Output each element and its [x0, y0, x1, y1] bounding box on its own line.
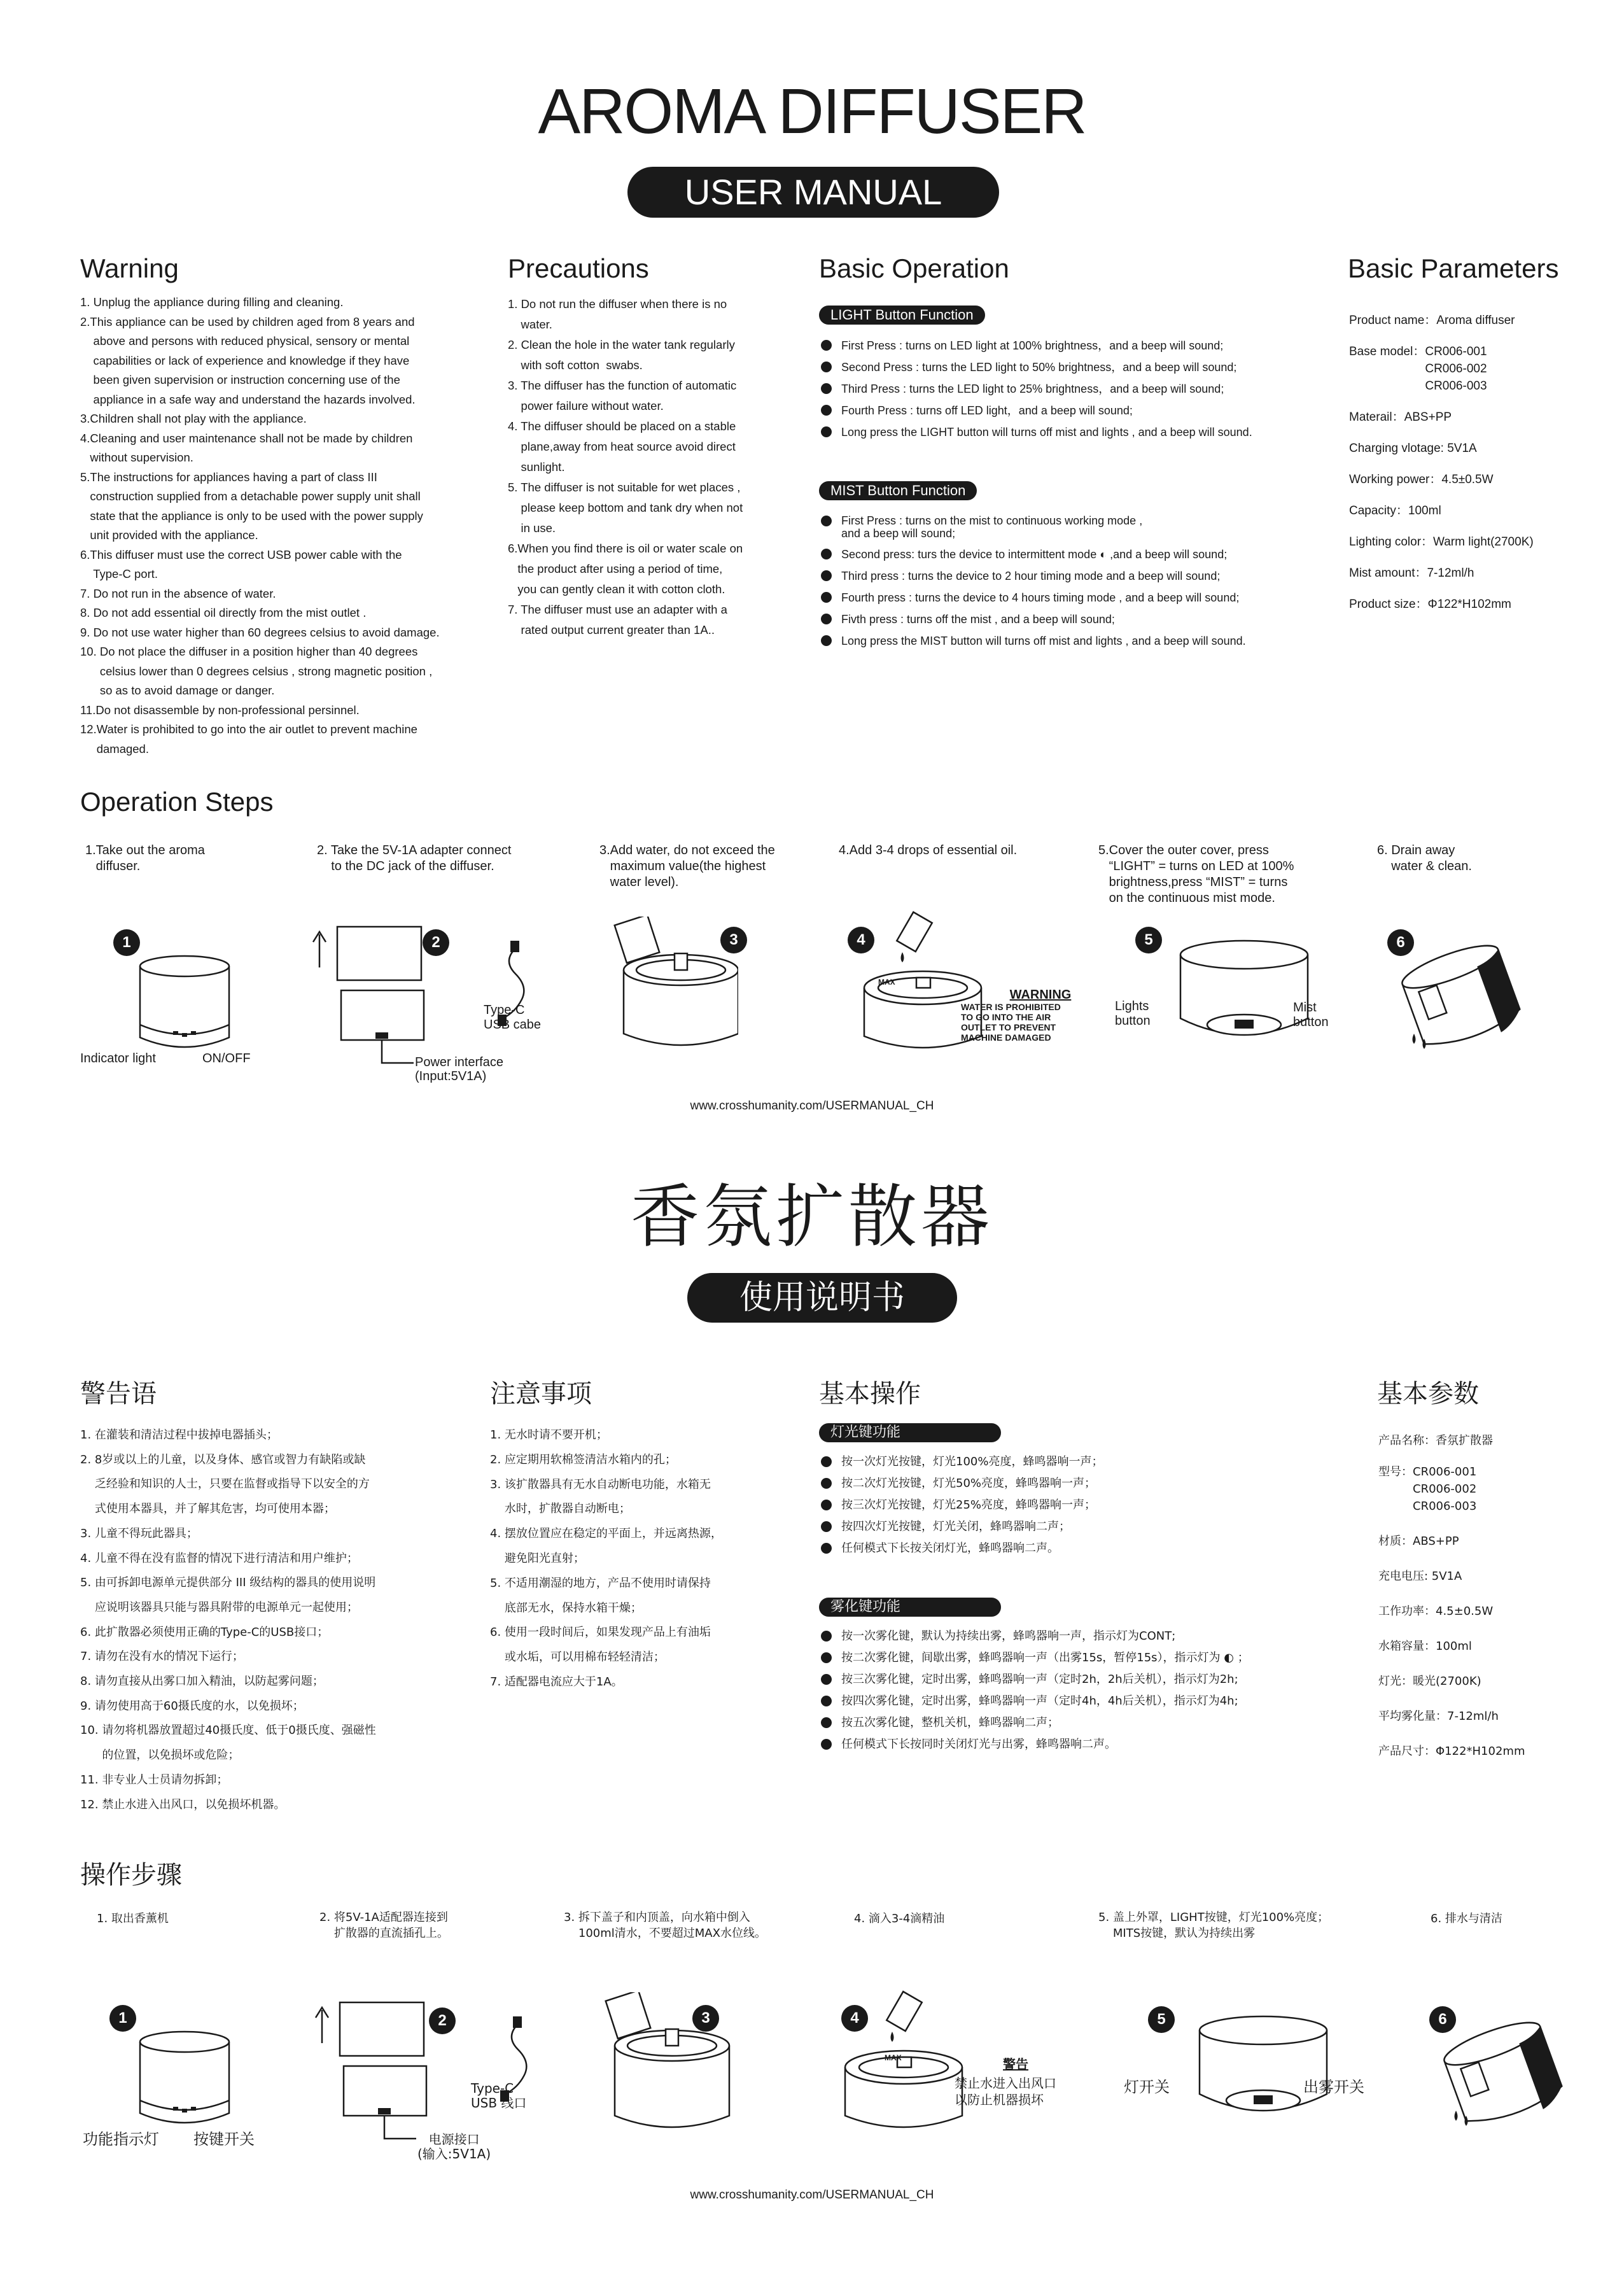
cn-step-1-number: 1 [109, 2005, 136, 2032]
cn-mist-function-item: 按五次雾化键，整机关机，蜂鸣器响二声； [821, 1712, 1355, 1734]
cn-param-light: 灯光：暖光(2700K) [1378, 1675, 1481, 1688]
cn-power-interface-label: 电源接口 (输入:5V1A) [417, 2132, 491, 2162]
param-size: Product size：Φ122*H102mm [1349, 598, 1511, 611]
cn-mist-function-badge: 雾化键功能 [819, 1598, 1001, 1617]
cn-param-capacity: 水箱容量：100ml [1378, 1640, 1472, 1653]
param-capacity: Capacity：100ml [1349, 504, 1441, 517]
param-light: Lighting color：Warm light(2700K) [1349, 535, 1534, 549]
cn-step-1-text: 1. 取出香薰机 [97, 1912, 169, 1925]
cn-precaution-item: 2. 应定期用软棉签清洁水箱内的孔； [490, 1452, 676, 1466]
cn-precaution-item: 底部无水，保持水箱干燥； [490, 1601, 642, 1615]
warning-item: unit provided with the appliance. [80, 528, 258, 542]
param-model-label: Base model： [1349, 345, 1425, 358]
warning-item: 12.Water is prohibited to go into the air outlet to prevent machine [80, 722, 417, 736]
param-material: Materail：ABS+PP [1349, 411, 1452, 424]
cn-mist-function-item: 按三次雾化键，定时出雾，蜂鸣器响一声（定时2h，2h后关机），指示灯为2h; [821, 1669, 1355, 1691]
cn-step-4-text: 4. 滴入3-4滴精油 [854, 1912, 945, 1925]
warning-text: WATER IS PROHIBITED TO GO INTO THE AIR OUTLET TO PREVENT MACHINE DAMAGED [961, 1002, 1061, 1043]
cn-warning-item: 乏经验和知识的人士，只要在监督或指导下以安全的方 [80, 1477, 370, 1491]
cn-diffuser-illustration [127, 2024, 242, 2139]
light-function-list [821, 335, 1343, 443]
step-6-number: 6 [1387, 929, 1414, 956]
precaution-item: please keep bottom and tank dry when not [508, 501, 743, 514]
step-6-text: 6. Drain away water & clean. [1377, 843, 1472, 873]
step-3-number: 3 [720, 927, 747, 953]
cn-mist-button-label: 出雾开关 [1303, 2078, 1364, 2096]
cn-warning-item: 应说明该器具只能与器具附带的电源单元一起使用； [80, 1600, 358, 1614]
cn-light-function-item: 按三次灯光按键，灯光25%亮度，蜂鸣器响一声； [821, 1494, 1330, 1516]
cn-warning-item: 8. 请勿直接从出雾口加入精油，以防起雾问题； [80, 1675, 324, 1689]
precaution-item: in use. [508, 521, 556, 535]
warning-item: construction supplied from a detachable power supply unit shall [80, 489, 421, 503]
step-5-text: 5.Cover the outer cover, press “LIGHT” = turns on LED at 100% brightness,press “MIST” = turns on the continuous mist mode. [1098, 843, 1294, 905]
cn-mist-function-item: 按四次雾化键，定时出雾，蜂鸣器响一声（定时4h，4h后关机），指示灯为4h; [821, 1691, 1355, 1712]
warning-item: 4.Cleaning and user maintenance shall not be made by children [80, 431, 413, 445]
cn-warning-list [80, 1423, 487, 1817]
cn-light-function-item: 按二次灯光按键，灯光50%亮度，蜂鸣器响一声； [821, 1473, 1330, 1494]
lights-button-label: Lights button [1115, 999, 1151, 1028]
precaution-item: 7. The diffuser must use an adapter with a [508, 603, 727, 616]
cn-precaution-item: 水时，扩散器自动断电； [490, 1502, 631, 1516]
water-tank-illustration [611, 917, 738, 1057]
warning-item: celsius lower than 0 degrees celsius , strong magnetic position , [80, 664, 433, 678]
cn-param-model [1378, 1463, 1620, 1515]
param-model-2: CR006-002 [1425, 362, 1487, 376]
precaution-item: power failure without water. [508, 399, 664, 412]
step-4-text: 4.Add 3-4 drops of essential oil. [839, 843, 1018, 857]
cn-warning-item: 1. 在灌装和清洁过程中拔掉电器插头； [80, 1428, 278, 1442]
cn-step-2-text: 2. 将5V-1A适配器连接到 扩散器的直流插孔上。 [319, 1911, 449, 1940]
warning-item: 9. Do not use water higher than 60 degrees celsius to avoid damage. [80, 625, 440, 639]
cn-step-3-number: 3 [692, 2005, 719, 2032]
cn-param-model-1: CR006-001 [1413, 1465, 1477, 1479]
cn-buttons-illustration [1190, 2011, 1336, 2132]
cn-light-function-list [821, 1451, 1330, 1559]
precautions-heading: Precautions [508, 253, 649, 283]
step-2-number: 2 [423, 929, 449, 956]
cn-warning-item: 12. 禁止水进入出风口，以免损坏机器。 [80, 1797, 286, 1811]
mist-function-item: Long press the MIST button will turns off mist and lights , and a beep will sound. [821, 630, 1343, 652]
cn-param-model-2: CR006-002 [1413, 1482, 1477, 1496]
indicator-light-label: Indicator light [80, 1051, 156, 1065]
param-name: Product name：Aroma diffuser [1349, 314, 1515, 327]
step-4-number: 4 [848, 927, 874, 953]
warning-item: 1. Unplug the appliance during filling and cleaning. [80, 295, 344, 309]
cn-step-6-number: 6 [1429, 2006, 1456, 2033]
light-function-item: First Press : turns on LED light at 100% brightness，and a beep will sound; [821, 335, 1343, 356]
cn-param-voltage: 充电电压: 5V1A [1378, 1570, 1462, 1583]
warning-title: WARNING [1009, 988, 1072, 1002]
warning-item: 5.The instructions for appliances having a part of class III [80, 470, 377, 484]
cn-basic-parameters-heading: 基本参数 [1377, 1379, 1479, 1409]
cn-param-name: 产品名称：香氛扩散器 [1378, 1434, 1493, 1447]
cn-warning-item: 3. 儿童不得玩此器具； [80, 1526, 198, 1540]
step-2-text: 2. Take the 5V-1A adapter connect to the DC jack of the diffuser. [317, 843, 512, 873]
cn-basic-operation-heading: 基本操作 [819, 1379, 921, 1409]
cn-water-tank-illustration [598, 1992, 738, 2145]
typec-label: Type-C USB cabe [484, 1003, 542, 1032]
cn-onoff-label: 按键开关 [193, 2130, 255, 2148]
cn-warning-item: 2. 8岁或以上的儿童，以及身体、感官或智力有缺陷或缺 [80, 1452, 366, 1466]
precaution-item: plane,away from heat source avoid direct [508, 440, 736, 453]
precaution-item: water. [508, 318, 552, 331]
basic-parameters-heading: Basic Parameters [1348, 253, 1559, 283]
param-mist: Mist amount：7-12ml/h [1349, 566, 1474, 580]
precaution-item: 3. The diffuser has the function of automatic [508, 379, 737, 392]
warning-item: appliance in a safe way and understand the hazards involved. [80, 392, 416, 406]
cn-light-function-item: 按一次灯光按键，灯光100%亮度，蜂鸣器响一声； [821, 1451, 1330, 1473]
precaution-item: you can gently clean it with cotton cloth. [508, 582, 725, 596]
cn-warning-item: 9. 请勿使用高于60摄氏度的水，以免损坏； [80, 1699, 304, 1713]
cn-precaution-item: 6. 使用一段时间后，如果发现产品上有油垢 [490, 1626, 711, 1640]
step-3-text: 3.Add water, do not exceed the maximum value(the highest water level). [599, 843, 775, 889]
light-function-badge: LIGHT Button Function [819, 306, 985, 325]
basic-operation-heading: Basic Operation [819, 253, 1009, 283]
cn-drain-illustration [1439, 2016, 1567, 2131]
cn-max-label: MAX [885, 2053, 902, 2062]
step-1-text: 1.Take out the aroma diffuser. [85, 843, 205, 873]
warning-item: state that the appliance is only to be used with the power supply [80, 509, 423, 523]
param-power: Working power：4.5±0.5W [1349, 473, 1494, 486]
param-model-3: CR006-003 [1425, 379, 1487, 393]
parameters-list [1349, 312, 1616, 613]
step-5-number: 5 [1135, 927, 1162, 953]
mist-function-item: Fourth press : turns the device to 4 hours timing mode , and a beep will sound; [821, 587, 1343, 608]
cn-warning-item: 式使用本器具，并了解其危害，均可使用本器； [80, 1502, 335, 1516]
cn-lights-button-label: 灯开关 [1124, 2078, 1170, 2096]
mist-function-list [821, 510, 1343, 652]
mist-function-item: Third press : turns the device to 2 hour timing mode and a beep will sound; [821, 565, 1343, 587]
operation-steps-heading: Operation Steps [80, 787, 274, 817]
precaution-item: with soft cotton swabs. [508, 358, 643, 372]
cn-warning-item: 的位置，以免损坏或危险； [80, 1748, 240, 1762]
cn-param-size: 产品尺寸：Φ122*H102mm [1378, 1745, 1525, 1758]
drain-illustration [1397, 939, 1525, 1054]
cn-parameters-list [1378, 1432, 1620, 1760]
max-label: MAX [878, 978, 895, 987]
warning-item: Type-C port. [80, 567, 158, 580]
warning-item: 7. Do not run in the absence of water. [80, 586, 276, 600]
cn-step-5-number: 5 [1148, 2006, 1175, 2033]
cn-param-power: 工作功率：4.5±0.5W [1378, 1605, 1494, 1618]
step-1-number: 1 [113, 929, 140, 956]
warning-item: 2.This appliance can be used by children aged from 8 years and [80, 314, 415, 328]
warning-item: 10. Do not place the diffuser in a position higher than 40 degrees [80, 645, 418, 658]
cn-indicator-light-label: 功能指示灯 [83, 2130, 159, 2148]
cn-user-manual-badge: 使用说明书 [687, 1273, 957, 1323]
buttons-illustration [1171, 936, 1317, 1057]
power-interface-label: Power interface (Input:5V1A) [415, 1055, 503, 1083]
mist-function-item: First Press : turns on the mist to continuous working mode , and a beep will sound; [821, 510, 1343, 544]
warning-item: so as to avoid damage or danger. [80, 684, 275, 697]
user-manual-badge: USER MANUAL [627, 167, 999, 218]
param-model [1349, 343, 1616, 395]
cn-precaution-item: 7. 适配器电流应大于1A。 [490, 1675, 623, 1689]
warning-item: 6.This diffuser must use the correct USB power cable with the [80, 547, 402, 561]
cn-precautions-list [490, 1423, 808, 1695]
cn-mist-function-list [821, 1626, 1355, 1755]
cn-warning-item: 7. 请勿在没有水的情况下运行； [80, 1650, 244, 1664]
cn-step-5-text: 5. 盖上外罩，LIGHT按键，灯光100%亮度； MITS按键，默认为持续出雾 [1098, 1911, 1329, 1940]
light-function-item: Second Press : turns the LED light to 50% brightness，and a beep will sound; [821, 356, 1343, 378]
cn-step-2-number: 2 [429, 2007, 456, 2034]
precaution-item: 2. Clean the hole in the water tank regularly [508, 338, 735, 351]
cn-precaution-item: 避免阳光直射； [490, 1551, 585, 1565]
light-function-item: Fourth Press : turns off LED light，and a beep will sound; [821, 400, 1343, 421]
warning-item: above and persons with reduced physical, sensory or mental [80, 334, 410, 348]
param-model-1: CR006-001 [1425, 345, 1487, 358]
warning-item: damaged. [80, 742, 149, 756]
precautions-list [508, 294, 813, 640]
cn-step-4-number: 4 [841, 2005, 868, 2032]
mist-function-item: Second press: turs the device to intermittent mode ◐ ,and a beep will sound; [821, 544, 1343, 565]
warning-item: capabilities or lack of experience and knowledge if they have [80, 353, 410, 367]
precaution-item: the product after using a period of time, [508, 562, 723, 575]
precaution-item: sunlight. [508, 460, 565, 474]
cn-warning-item: 4. 儿童不得在没有监督的情况下进行清洁和用户维护； [80, 1551, 358, 1565]
cn-warning-item: 10. 请勿将机器放置超过40摄氏度、低于0摄氏度、强磁性 [80, 1724, 376, 1738]
cn-warning-heading: 警告语 [80, 1379, 157, 1409]
diffuser-illustration [127, 948, 242, 1063]
precaution-item: 1. Do not run the diffuser when there is no [508, 297, 727, 311]
precaution-item: rated output current greater than 1A.. [508, 623, 715, 636]
warning-item: 8. Do not add essential oil directly from the mist outlet . [80, 606, 367, 619]
light-function-item: Long press the LIGHT button will turns off mist and lights , and a beep will sound. [821, 421, 1343, 443]
mist-function-item: Fivth press : turns off the mist , and a beep will sound; [821, 608, 1343, 630]
cn-light-function-item: 按四次灯光按键，灯光关闭，蜂鸣器响二声； [821, 1516, 1330, 1538]
cn-warning-text: 禁止水进入出风口 以防止机器损坏 [955, 2076, 1056, 2107]
cn-warning-item: 11. 非专业人士员请勿拆卸； [80, 1773, 228, 1787]
mist-function-badge: MIST Button Function [819, 481, 977, 500]
cn-precaution-item: 1. 无水时请不要开机； [490, 1428, 608, 1442]
page-title: AROMA DIFFUSER [538, 76, 1086, 147]
cn-mist-function-item: 按二次雾化键，间歇出雾，蜂鸣器响一声（出雾15s，暂停15s），指示灯为 ◐ ； [821, 1647, 1355, 1669]
cn-param-material: 材质：ABS+PP [1378, 1535, 1459, 1548]
warning-item: been given supervision or instruction concerning use of the [80, 373, 400, 386]
warning-item: without supervision. [80, 451, 193, 464]
cn-manual-url[interactable]: www.crosshumanity.com/USERMANUAL_CH [690, 2188, 934, 2202]
warning-list [80, 293, 500, 759]
cn-param-mist: 平均雾化量：7-12ml/h [1378, 1710, 1499, 1723]
cn-precaution-item: 4. 摆放位置应在稳定的平面上，并远离热源， [490, 1527, 722, 1541]
light-function-item: Third Press : turns the LED light to 25% brightness，and a beep will sound; [821, 378, 1343, 400]
warning-heading: Warning [80, 253, 179, 283]
mist-button-label: Mist button [1293, 1001, 1329, 1029]
precaution-item: 4. The diffuser should be placed on a stable [508, 419, 736, 433]
cn-precaution-item: 5. 不适用潮湿的地方，产品不使用时请保持 [490, 1576, 711, 1590]
cn-param-model-label: 型号： [1378, 1465, 1413, 1479]
precaution-item: 6.When you find there is oil or water scale on [508, 542, 743, 555]
onoff-label: ON/OFF [202, 1051, 251, 1065]
manual-url[interactable]: www.crosshumanity.com/USERMANUAL_CH [690, 1099, 934, 1113]
cn-step-3-text: 3. 拆下盖子和内顶盖，向水箱中倒入 100ml清水，不要超过MAX水位线。 [564, 1911, 766, 1940]
cn-light-function-badge: 灯光键功能 [819, 1423, 1001, 1442]
cn-page-title: 香氛扩散器 [630, 1178, 993, 1257]
cn-oil-drop-illustration [840, 1986, 967, 2139]
cn-mist-function-item: 按一次雾化键，默认为持续出雾，蜂鸣器响一声，指示灯为CONT; [821, 1626, 1355, 1647]
cn-step-6-text: 6. 排水与清洁 [1431, 1912, 1502, 1925]
cn-warning-title: 警告 [1003, 2057, 1028, 2072]
cn-warning-item: 6. 此扩散器必须使用正确的Type-C的USB接口； [80, 1625, 329, 1639]
cn-precautions-heading: 注意事项 [490, 1379, 592, 1409]
cn-typec-label: Type-C USB 线口 [471, 2081, 527, 2111]
cn-operation-steps-heading: 操作步骤 [80, 1860, 182, 1890]
cn-warning-item: 5. 由可拆卸电源单元提供部分 III 级结构的器具的使用说明 [80, 1576, 376, 1590]
cn-mist-function-item: 任何模式下长按同时关闭灯光与出雾，蜂鸣器响二声。 [821, 1734, 1355, 1755]
precaution-item: 5. The diffuser is not suitable for wet places , [508, 481, 741, 494]
warning-item: 3.Children shall not play with the appliance. [80, 412, 307, 425]
warning-item: 11.Do not disassemble by non-professional persinnel. [80, 703, 360, 717]
cn-light-function-item: 任何模式下长按关闭灯光，蜂鸣器响二声。 [821, 1538, 1330, 1559]
cn-precaution-item: 或水垢，可以用棉布轻轻清洁； [490, 1650, 665, 1664]
cn-param-model-3: CR006-003 [1413, 1500, 1477, 1513]
cn-precaution-item: 3. 该扩散器具有无水自动断电功能，水箱无 [490, 1477, 711, 1491]
param-voltage: Charging vlotage: 5V1A [1349, 442, 1477, 455]
